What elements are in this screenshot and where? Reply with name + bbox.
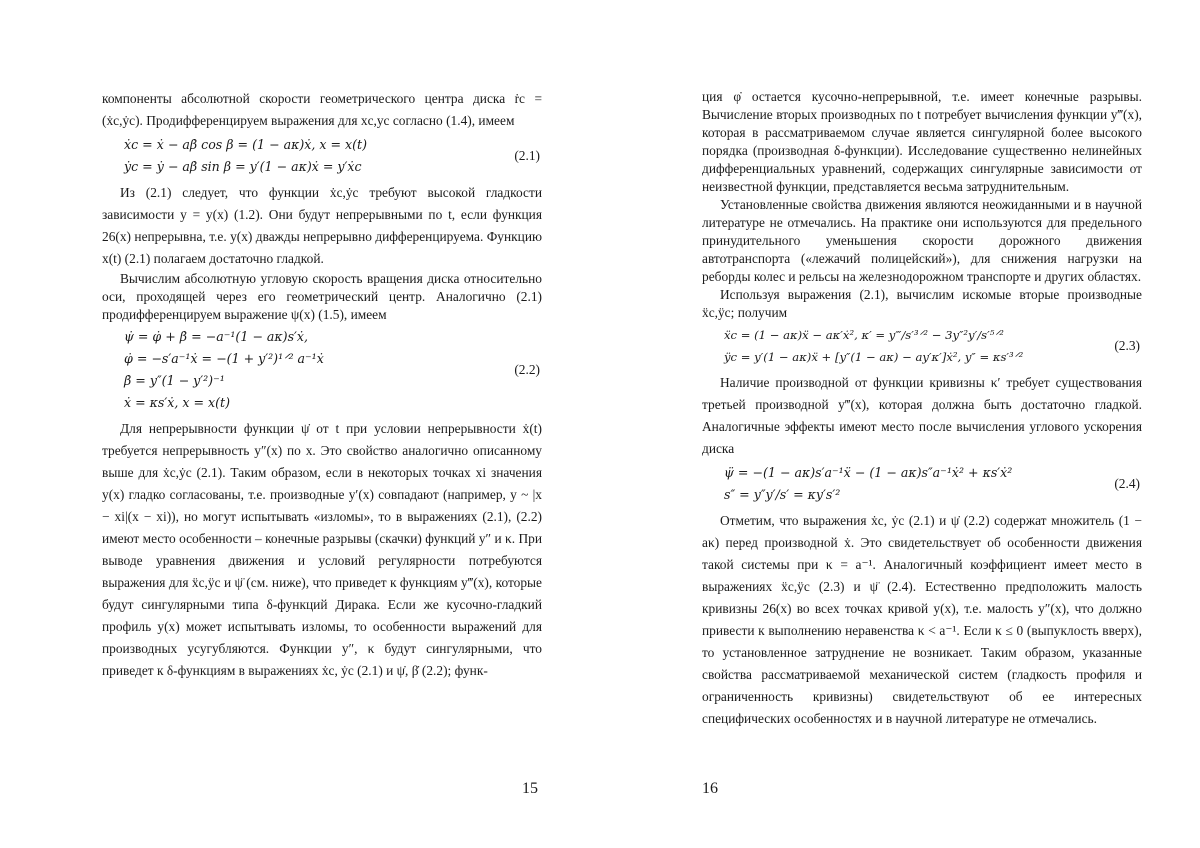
equation-number: (2.1) [514,148,540,163]
equation-line: ẋ = κs′ẋ, x = x(t) [124,395,231,410]
page-number: 16 [702,780,718,797]
paragraph: Отметим, что выражения ẋc, ẏc (2.1) и ψ̇ (2.2) содержат множитель (1 − aκ) перед производной ẋ. Это свидетельствует об особенности движения такой системы при κ = a⁻¹. Аналогичный коэффициент имеет место в выражениях ẍc,ÿc (2.3) и ψ̈ (2.4). Естественно предположить малость кривизны 26(x) во всех точках кривой y(x), т.е. малость y″(x), что должно привести к выполнению неравенства κ < a⁻¹. Если κ ≤ 0 (выпуклость вверх), то установленное затруднение не возникает. Таким образом, указанные свойства рассматриваемой механической систем (гладкость профиля и ограниченность кривизны) свидетельствуют об ее интересных специфических особенностях и в научной литературе не отмечались. [702,513,1142,726]
equation-number: (2.4) [1114,476,1140,491]
paragraph: Для непрерывности функции ψ̇ от t при условии непрерывности ẋ(t) требуется непрерывность y″(x) по x. Это свойство аналогично описанному выше для ẋc,ẏc (2.1). Таким образом, если в некоторых точках xi значения y(x) гладко согласованы, т.е. производные y′(x) совпадают (например, y ~ |x − xi|(x − xi)), но могут испытывать «изломы», то в выражениях (2.1), (2.2) имеют место особенности – конечные разрывы (скачки) функций y″ и κ. При выводе уравнения движения и условий регулярности потребуются выражения для ẍc,ÿc и ψ̈ (см. ниже), что приведет к функциям y‴(x), которые будут сингулярными типа δ-функций Дирака. Если же кусочно-гладкий профиль y(x) может испытывать изломы, то особенности выражений для производных усугубляются. Функции y″, κ будут сингулярными, что приведет к δ-функциям в выражениях ẋc, ẏc (2.1) и ψ̇, β̇ (2.2); функ- [102,421,542,678]
equation-line: ψ̇ = φ̇ + β̇ = −a⁻¹(1 − aκ)s′ẋ, [124,329,308,344]
equation-line: φ̇ = −s′a⁻¹ẋ = −(1 + y′²)¹ᐟ² a⁻¹ẋ [124,351,324,366]
paragraph: Используя выражения (2.1), вычислим искомые вторые производные ẍc,ÿc; получим [702,287,1142,320]
paragraph: Вычислим абсолютную угловую скорость вращения диска относительно оси, проходящей через его геометрический центр. Аналогично (2.1) продифференцируем выражение ψ(x) (1.5), имеем [102,271,542,322]
page-number: 15 [522,780,538,797]
left-text-column [102,88,542,682]
equation-2-2 [102,326,542,414]
equation-line: ẏc = ẏ − aβ̇ sin β = y′(1 − aκ)ẋ = y′ẋc [124,159,362,174]
paragraph: компоненты абсолютной скорости геометрического центра диска ṙc = (ẋc,ẏc). Продифференцируем выражения для xc,yc согласно (1.4), имеем [102,91,542,128]
right-page [600,0,1200,848]
equation-line: ẋc = ẋ − aβ̇ cos β = (1 − aκ)ẋ, x = x(t) [124,137,368,152]
equation-2-3 [702,324,1142,368]
right-text-column [702,88,1142,730]
equation-line: β̇ = y″(1 − y′²)⁻¹ [124,373,225,388]
paragraph: ция φ̇ остается кусочно-непрерывной, т.е. имеет конечные разрывы. Вычисление вторых производных по t потребует вычисления функции y‴(x), которая в рассматриваемом случае является сингулярной более высокого порядка (производная δ-функции). Исследование существенно нелинейных дифференциальных уравнений, содержащих сингулярные зависимости от неизвестной функции, представляется весьма затруднительным. [702,89,1142,194]
equation-2-1 [102,134,542,178]
equation-line: ẍc = (1 − aκ)ẍ − aκ′ẋ², κ′ = y‴/s′³ᐟ² − 3y″²y′/s′⁵ᐟ² [724,328,1004,342]
equation-line: ψ̈ = −(1 − aκ)s′a⁻¹ẍ − (1 − aκ)s″a⁻¹ẋ² + κs′ẋ² [724,465,1013,480]
equation-number: (2.3) [1114,338,1140,353]
paragraph: Наличие производной от функции кривизны κ′ требует существования третьей производной y‴(x), которая должна быть достаточно гладкой. Аналогичные эффекты имеют место после вычисления углового ускорения диска [702,375,1142,456]
equation-2-4 [702,462,1142,506]
equation-line: ÿc = y′(1 − aκ)ẍ + [y″(1 − aκ) − ay′κ′]ẋ², y″ = κs′³ᐟ² [724,350,1024,364]
equation-number: (2.2) [514,362,540,377]
paragraph: Установленные свойства движения являются неожиданными и в научной литературе не отмечались. На практике они используются для предельного принудительного уменьшения скорости дорожного движения автотранспорта («лежачий полицейский»), для снижения нагрузки на реборды колес и рельсы на железнодорожном транспорте и других областях. [702,197,1142,284]
paragraph: Из (2.1) следует, что функции ẋc,ẏc требуют высокой гладкости зависимости y = y(x) (1.2). Они будут непрерывными по t, если функция 26(x) непрерывна, т.е. y(x) дважды непрерывно дифференцируема. Функцию x(t) (2.1) полагаем достаточно гладкой. [102,185,542,266]
equation-line: s″ = y″y′/s′ = κy′s′² [724,487,841,502]
